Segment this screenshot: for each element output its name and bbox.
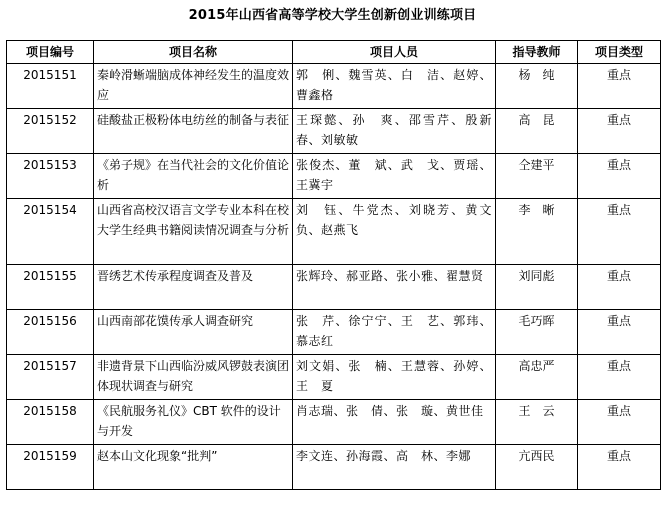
cell-project-members: 王琛懿、孙 爽、邵雪芹、殷新春、刘敏敏 xyxy=(293,109,496,154)
cell-project-id: 2015151 xyxy=(7,64,94,109)
cell-advisor: 高忠严 xyxy=(496,355,578,400)
cell-project-members: 刘文娟、张 楠、王慧蓉、孙婷、王 夏 xyxy=(293,355,496,400)
table-row xyxy=(7,199,661,265)
document-title: 2015年山西省高等学校大学生创新创业训练项目 xyxy=(188,8,477,23)
header-project-members: 项目人员 xyxy=(293,41,496,64)
cell-advisor: 刘同彪 xyxy=(496,265,578,310)
header-project-type: 项目类型 xyxy=(578,41,661,64)
cell-project-name: 山西省高校汉语言文学专业本科在校大学生经典书籍阅读情况调查与分析 xyxy=(94,199,293,265)
table-row xyxy=(7,64,661,109)
cell-project-members: 张辉玲、郝亚路、张小雅、翟慧贤 xyxy=(293,265,496,310)
header-project-name: 项目名称 xyxy=(94,41,293,64)
header-project-id: 项目编号 xyxy=(7,41,94,64)
cell-project-name: 《民航服务礼仪》CBT 软件的设计与开发 xyxy=(94,400,293,445)
table-row xyxy=(7,445,661,490)
cell-project-members: 刘 钰、牛党杰、刘晓芳、黄文负、赵燕飞 xyxy=(293,199,496,265)
cell-advisor: 仝建平 xyxy=(496,154,578,199)
cell-project-type: 重点 xyxy=(578,64,661,109)
table-row xyxy=(7,109,661,154)
cell-advisor: 高 昆 xyxy=(496,109,578,154)
cell-advisor: 李 晰 xyxy=(496,199,578,265)
header-advisor: 指导教师 xyxy=(496,41,578,64)
cell-project-id: 2015158 xyxy=(7,400,94,445)
cell-project-type: 重点 xyxy=(578,109,661,154)
cell-advisor: 杨 纯 xyxy=(496,64,578,109)
table-row xyxy=(7,154,661,199)
cell-project-name: 晋绣艺术传承程度调查及普及 xyxy=(94,265,293,310)
cell-advisor: 亢西民 xyxy=(496,445,578,490)
cell-project-name: 山西南部花馍传承人调查研究 xyxy=(94,310,293,355)
cell-project-type: 重点 xyxy=(578,400,661,445)
cell-project-members: 李文连、孙海霞、高 林、李娜 xyxy=(293,445,496,490)
cell-advisor: 毛巧晖 xyxy=(496,310,578,355)
cell-project-name: 赵本山文化现象“批判” xyxy=(94,445,293,490)
cell-project-members: 张俊杰、董 斌、武 戈、贾瑶、王冀宇 xyxy=(293,154,496,199)
cell-project-id: 2015155 xyxy=(7,265,94,310)
cell-project-id: 2015152 xyxy=(7,109,94,154)
cell-project-type: 重点 xyxy=(578,310,661,355)
cell-project-members: 张 芹、徐宁宁、王 艺、郭玮、慕志红 xyxy=(293,310,496,355)
header-row xyxy=(7,41,661,64)
cell-project-id: 2015153 xyxy=(7,154,94,199)
cell-project-id: 2015156 xyxy=(7,310,94,355)
cell-project-type: 重点 xyxy=(578,445,661,490)
cell-project-name: 《弟子规》在当代社会的文化价值论析 xyxy=(94,154,293,199)
cell-project-members: 郭 俐、魏雪英、白 洁、赵婷、曹鑫格 xyxy=(293,64,496,109)
cell-project-type: 重点 xyxy=(578,199,661,265)
cell-project-type: 重点 xyxy=(578,154,661,199)
cell-project-type: 重点 xyxy=(578,265,661,310)
cell-project-name: 硅酸盐正极粉体电纺丝的制备与表征 xyxy=(94,109,293,154)
table-row xyxy=(7,310,661,355)
table-row xyxy=(7,355,661,400)
cell-project-members: 肖志瑞、张 倩、张 璇、黄世佳 xyxy=(293,400,496,445)
table-row xyxy=(7,400,661,445)
cell-project-id: 2015154 xyxy=(7,199,94,265)
cell-project-type: 重点 xyxy=(578,355,661,400)
cell-project-id: 2015157 xyxy=(7,355,94,400)
cell-project-name: 非遗背景下山西临汾威风锣鼓表演团体现状调查与研究 xyxy=(94,355,293,400)
cell-project-id: 2015159 xyxy=(7,445,94,490)
project-table xyxy=(6,40,661,490)
table-row xyxy=(7,265,661,310)
cell-advisor: 王 云 xyxy=(496,400,578,445)
cell-project-name: 秦岭滑蜥端脑成体神经发生的温度效应 xyxy=(94,64,293,109)
